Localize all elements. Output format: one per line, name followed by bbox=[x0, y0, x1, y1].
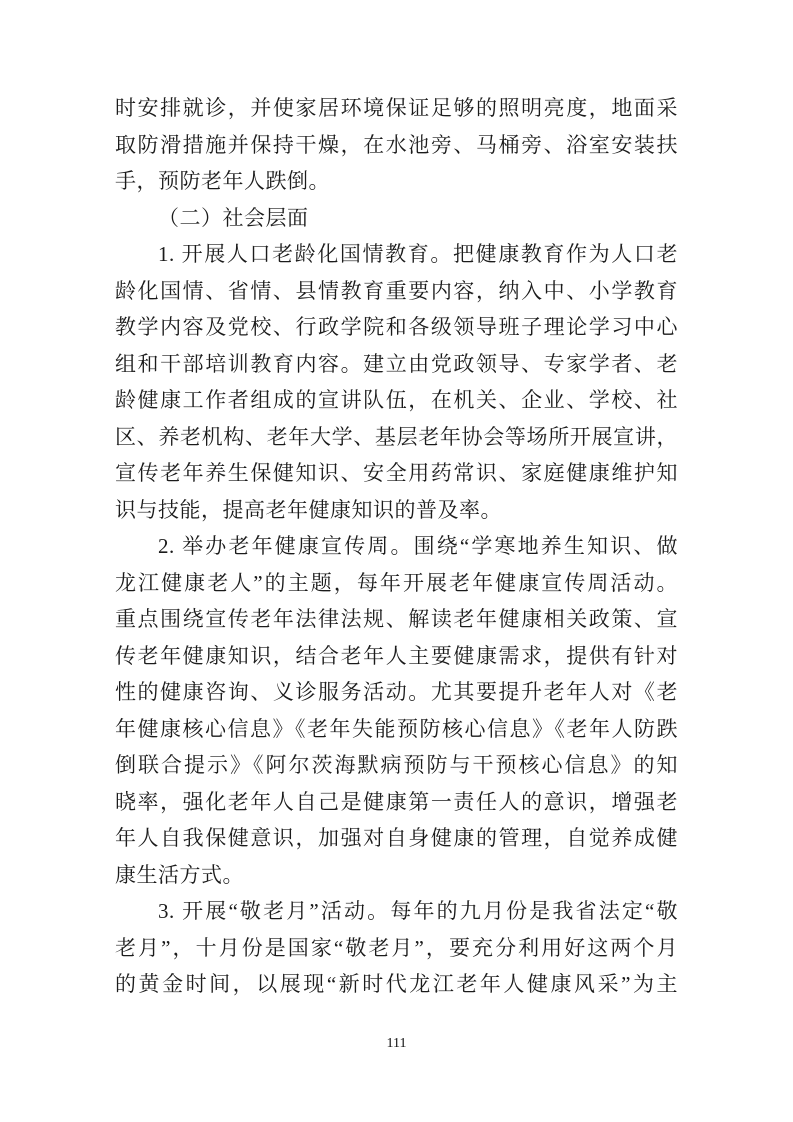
section-heading: （二）社会层面 bbox=[158, 205, 309, 230]
text-line: 传老年健康知识，结合老年人主要健康需求，提供有针对 bbox=[115, 643, 678, 668]
text-line: 龄健康工作者组成的宣讲队伍，在机关、企业、学校、社 bbox=[115, 388, 678, 412]
text-line: 龄化国情、省情、县情教育重要内容，纳入中、小学教育 bbox=[115, 278, 678, 303]
text-line: 区、养老机构、老年大学、基层老年协会等场所开展宣讲， bbox=[115, 424, 678, 449]
text-line: 2. 举办老年健康宣传周。围绕“学寒地养生知识、做 bbox=[158, 534, 678, 558]
text-line: 时安排就诊，并使家居环境保证足够的照明亮度，地面采 bbox=[115, 96, 678, 120]
page-number: 111 bbox=[386, 1036, 407, 1051]
text-line: 龙江健康老人”的主题，每年开展老年健康宣传周活动。 bbox=[115, 570, 678, 595]
text-line: 的黄金时间，以展现“新时代龙江老年人健康风采”为主 bbox=[115, 972, 678, 996]
text-line: 倒联合提示》《阿尔茨海默病预防与干预核心信息》的知 bbox=[115, 753, 678, 777]
text-line: 3. 开展“敬老月”活动。每年的九月份是我省法定“敬 bbox=[158, 899, 678, 923]
text-line: 老月”，十月份是国家“敬老月”，要充分利用好这两个月 bbox=[115, 935, 678, 960]
text-line: 晓率，强化老年人自己是健康第一责任人的意识，增强老 bbox=[115, 789, 678, 814]
text-line: 康生活方式。 bbox=[115, 862, 244, 887]
text-line: 年健康核心信息》《老年失能预防核心信息》《老年人防跌 bbox=[115, 716, 678, 741]
text-line: 宣传老年养生保健知识、安全用药常识、家庭健康维护知 bbox=[115, 461, 678, 485]
text-block bbox=[115, 90, 678, 1003]
text-line: 组和干部培训教育内容。建立由党政领导、专家学者、老 bbox=[115, 351, 678, 376]
text-line: 取防滑措施并保持干燥，在水池旁、马桶旁、浴室安装扶 bbox=[115, 132, 678, 157]
text-line: 性的健康咨询、义诊服务活动。尤其要提升老年人对《老 bbox=[115, 680, 678, 704]
text-line: 识与技能，提高老年健康知识的普及率。 bbox=[115, 497, 502, 522]
text-line: 重点围绕宣传老年法律法规、解读老年健康相关政策、宣 bbox=[115, 607, 678, 631]
text-line: 年人自我保健意识，加强对自身健康的管理，自觉养成健 bbox=[115, 826, 678, 850]
text-line: 手，预防老年人跌倒。 bbox=[115, 169, 330, 193]
text-line: 教学内容及党校、行政学院和各级领导班子理论学习中心 bbox=[115, 315, 678, 339]
text-line: 1. 开展人口老龄化国情教育。把健康教育作为人口老 bbox=[158, 242, 678, 266]
